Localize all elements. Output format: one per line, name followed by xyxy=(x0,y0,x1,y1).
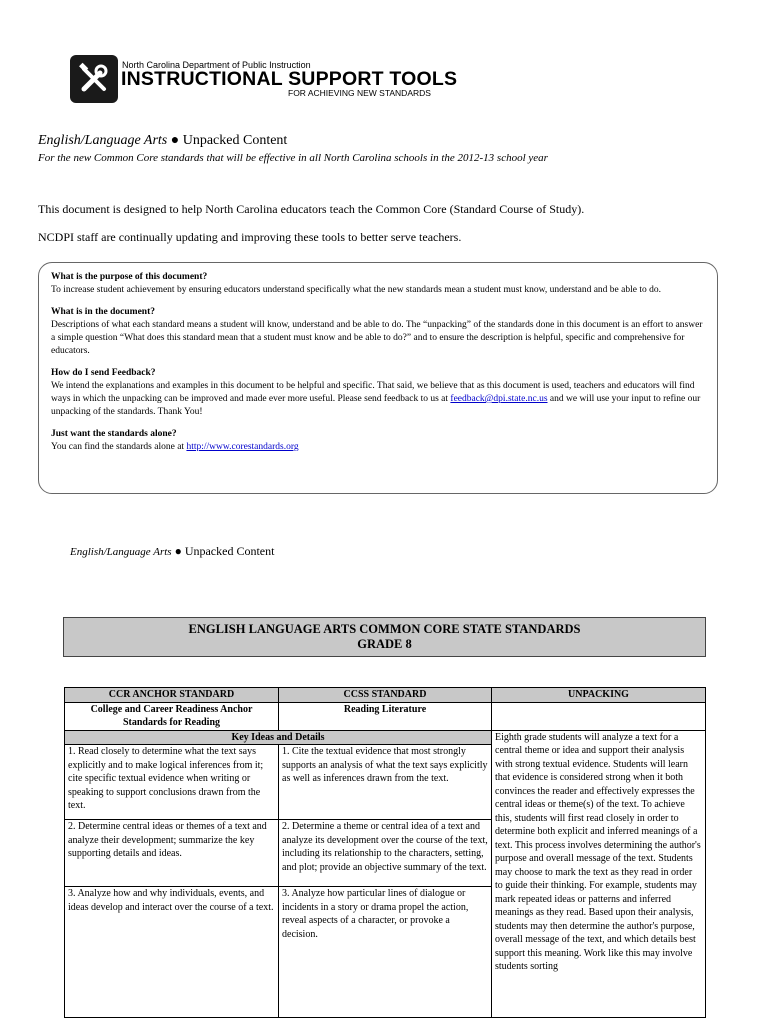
table-cell: College and Career Readiness Anchor Standards for Reading xyxy=(65,702,279,730)
page-title xyxy=(38,133,287,149)
content-label: Unpacked Content xyxy=(184,544,275,558)
faq-answer xyxy=(51,380,705,419)
faq-question: What is the purpose of this document? xyxy=(51,272,208,282)
grade-banner xyxy=(63,617,706,657)
header-title: INSTRUCTIONAL SUPPORT TOOLS xyxy=(121,68,458,90)
standards-table xyxy=(64,687,706,1018)
column-header: CCSS STANDARD xyxy=(279,688,492,703)
faq-question: Just want the standards alone? xyxy=(51,429,177,439)
ccss-cell: 2. Determine a theme or central idea of a text and analyze its development over the course of the text, including its relationship to the characters, setting, and plot; provide an objective summary of the text. xyxy=(279,820,492,887)
faq-box xyxy=(38,262,718,494)
table-subheader-row xyxy=(65,702,706,730)
intro-paragraph-1: This document is designed to help North Carolina educators teach the Common Core (Standard Course of Study). xyxy=(38,202,585,216)
faq-answer-text: We intend the explanations and examples in this document to be helpful and specific. That said, we believe that as this document is used, teachers and educators will find ways in which the unpacking can be improved and made ever more useful. Please send feedback to us at xyxy=(51,381,695,404)
faq-question: How do I send Feedback? xyxy=(51,368,156,378)
bullet: ● xyxy=(170,133,180,148)
faq-answer xyxy=(51,441,705,454)
anchor-cell: 2. Determine central ideas or themes of a text and analyze their development; summarize the key supporting details and ideas. xyxy=(65,820,279,887)
org-name: North Carolina Department of Public Instruction xyxy=(122,60,311,70)
column-header: UNPACKING xyxy=(492,688,706,703)
bullet: ● xyxy=(174,544,182,558)
content-label: Unpacked Content xyxy=(182,133,288,148)
anchor-cell: 1. Read closely to determine what the text says explicitly and to make logical inferences from it; cite specific textual evidence when writing or speaking to support conclusions drawn from the text. xyxy=(65,745,279,820)
section-row xyxy=(65,730,706,745)
faq-answer: To increase student achievement by ensuring educators understand specifically what the new standards mean a student must know, understand and be able to do. xyxy=(51,285,661,295)
table-cell: Reading Literature xyxy=(279,702,492,730)
column-header: CCR ANCHOR STANDARD xyxy=(65,688,279,703)
faq-answer: Descriptions of what each standard means a student will know, understand and be able to do. The “unpacking” of the standards done in this document is an effort to answer a simple question “What does this standard mean that a student must know and be able to do?” and to ensure the description is helpful, specific and comprehensive for educators. xyxy=(51,320,703,356)
intro-paragraph-2: NCDPI staff are continually updating and improving these tools to better serve teachers. xyxy=(38,230,462,244)
section-header: Key Ideas and Details xyxy=(65,730,492,745)
faq-question: What is in the document? xyxy=(51,307,155,317)
banner-title: ENGLISH LANGUAGE ARTS COMMON CORE STATE STANDARDS xyxy=(188,622,581,636)
page-header-repeat xyxy=(70,544,274,559)
header-tagline: FOR ACHIEVING NEW STANDARDS xyxy=(288,88,431,98)
ccss-cell: 3. Analyze how particular lines of dialogue or incidents in a story or drama propel the action, reveal aspects of a character, or provoke a decision. xyxy=(279,887,492,1018)
page-subtitle: For the new Common Core standards that will be effective in all North Carolina schools in the 2012-13 school year xyxy=(38,152,548,164)
faq-answer-text: You can find the standards alone at xyxy=(51,442,185,452)
banner-grade: GRADE 8 xyxy=(357,637,412,651)
subject-label: English/Language Arts xyxy=(38,133,168,148)
tools-icon xyxy=(70,55,118,103)
feedback-email-link[interactable]: feedback@dpi.state.nc.us xyxy=(450,394,548,404)
unpacking-cell: Eighth grade students will analyze a text for a central theme or idea and support their analysis with strong textual evidence. Students will learn that evidence is considered strong when it both convinces the reader and effectively expresses the central ideas or theme(s) of the text. To achieve this, students will first read closely in order to determine both explicit and inferred meanings of a text. This process involves determining the author's purpose and overall message of the text. Students may choose to mark the text as they read in order to guide their thinking. For example, students may mark repeated ideas or patterns and inferred meanings as they read. Based upon their analysis, students may then determine the author's purpose, overall message of the text, and which details best support this meaning. Work like this may involve students sorting xyxy=(492,730,706,1018)
anchor-cell: 3. Analyze how and why individuals, events, and ideas develop and interact over the course of a text. xyxy=(65,887,279,1018)
table-header-row xyxy=(65,688,706,703)
standards-link[interactable]: http://www.corestandards.org xyxy=(186,442,299,452)
ccss-cell: 1. Cite the textual evidence that most strongly supports an analysis of what the text says explicitly as well as inferences drawn from the text. xyxy=(279,745,492,820)
logo xyxy=(70,55,118,103)
subject-label: English/Language Arts xyxy=(70,546,172,558)
table-cell xyxy=(492,702,706,730)
faq-answer-text: and we will use your input to refine our unpacking of the standards. Thank You! xyxy=(51,394,701,417)
